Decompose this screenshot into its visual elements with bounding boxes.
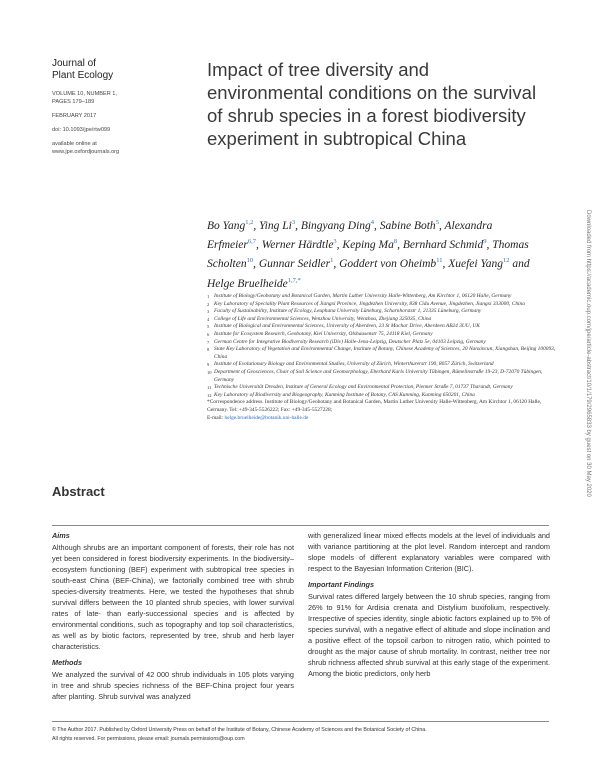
author-name: Bernhard Schmid	[402, 239, 484, 252]
author-affiliation-ref[interactable]: 3	[291, 219, 296, 226]
author-affiliation-ref[interactable]: 11	[436, 257, 443, 265]
affiliation-number: 2	[207, 301, 210, 307]
email-link[interactable]: helge.bruelheide@botanik.uni-halle.de	[224, 414, 309, 421]
author-affiliation-ref[interactable]: 8	[393, 238, 398, 246]
author-entry	[403, 239, 492, 251]
author-separator: ,	[256, 239, 262, 252]
affiliation-number: 12	[207, 392, 212, 398]
author-name: Sabine Both	[379, 219, 436, 232]
author-affiliation-ref[interactable]: 1,7,*	[287, 276, 301, 284]
findings-heading: Important Findings	[308, 580, 375, 589]
author-name: Helge Bruelheide	[207, 277, 288, 290]
affiliation-item	[207, 346, 557, 361]
affiliation-list	[207, 293, 557, 422]
findings-text: Survival rates differed largely between the 10 shrub species, ranging from 26% to 91% for Ardisia crenata and Distylium buxifolium, respectively. Irrespective of species identity, single abiotic factors explained up to 5% of species survival, with a negative effect of altitude and slope inclination and a positive effect of the topsoil carbon to nitrogen ratio, which pointed to drought as the major cause of shrub mortality. In contrast, neither tree nor shrub richness affected shrub survival at this early stage of the experiment. Among the biotic predictors, only herb	[308, 592, 551, 678]
journal-volume: VOLUME 10, NUMBER 1,	[52, 91, 117, 97]
author-name: Gunnar Seidler	[258, 258, 331, 271]
author-affiliation-ref[interactable]: 3	[333, 238, 337, 246]
affiliation-number: 1	[207, 294, 210, 299]
author-entry	[207, 278, 301, 290]
footer-rule	[52, 721, 549, 722]
author-separator: and	[509, 258, 530, 271]
author-entry	[207, 220, 259, 232]
journal-date: FEBRUARY 2017	[52, 113, 97, 119]
copyright-line: © The Author 2017. Published by Oxford University Press on behalf of the Institute of Botany, Chinese Academy of Sciences and the Botanical Society of China.	[52, 727, 427, 733]
email-label: E-mail:	[207, 414, 224, 421]
author-name: Werner Härdtle	[261, 239, 334, 252]
journal-name-line1: Journal of	[52, 58, 96, 69]
author-name: Xuefei Yang	[448, 258, 504, 271]
author-entry	[301, 220, 380, 232]
journal-doi[interactable]: doi: 10.1093/jpe/rtw099	[52, 127, 111, 133]
author-separator: ,	[438, 219, 445, 232]
journal-website[interactable]: www.jpe.oxfordjournals.org	[52, 149, 120, 155]
affiliation-text: Key Laboratory of Biodiversity and Biogeography, Kunming Institute of Botany, CAS Kunming, Kunming 650201, China	[214, 391, 475, 398]
affiliation-item	[207, 293, 557, 301]
abstract-top-rule	[52, 525, 549, 526]
affiliation-number: 4	[207, 316, 210, 322]
author-name: Goddert von Oheimb	[339, 258, 437, 271]
affiliation-text: Institute of Evolutionary Biology and Environmental Studies, University of Zürich, Winterthurerstr 190, 8057 Zürich, Switzerland	[214, 361, 494, 368]
author-separator: ,	[253, 258, 259, 271]
author-entry	[380, 220, 445, 232]
permissions-line: All rights reserved. For permissions, please email: journals.permissions@oup.com	[52, 735, 245, 742]
affiliation-number: 8	[207, 347, 210, 353]
methods-text-continued: with generalized linear mixed effects models at the level of individuals and with variance partitioning at the plot level. Random intercept and random slope models of different explanatory variables were compared with respect to the Bayesian Information Criterion (BIC).	[308, 531, 550, 573]
author-affiliation-ref[interactable]: 12	[503, 257, 510, 265]
author-separator: ,	[397, 239, 403, 252]
copyright-footer	[52, 726, 552, 743]
author-name: Thomas Scholten	[207, 239, 529, 271]
abstract-heading: Abstract	[52, 484, 105, 499]
affiliation-text: Key Laboratory of Speciality Plant Resources of Jiangxi Province, Jingdezhen University, 838 Cidu Avenue, Jingdezhen, Jiangxi 333000, China	[214, 300, 525, 307]
affiliation-item	[207, 331, 557, 339]
author-separator: ,	[486, 239, 493, 252]
affiliation-item	[207, 323, 557, 331]
affiliation-number: 5	[207, 324, 210, 330]
author-name: Bo Yang	[207, 219, 246, 232]
correspondence-address: *Correspondence address. Institute of Biology/Geobotany and Botanical Garden, Martin Luther University Halle-Wittenberg, Am Kirchtor 1, 06120 Halle, Germany. Tel: +49-345-5526222; Fax: +49-345-5527228;	[207, 399, 542, 413]
abstract-right-column	[308, 530, 550, 684]
affiliation-item	[207, 384, 557, 392]
journal-online-label: available online at	[52, 141, 97, 147]
affiliation-number: 7	[207, 339, 210, 345]
email-line	[207, 415, 557, 423]
author-affiliation-ref[interactable]: 5	[435, 219, 439, 226]
author-entry	[259, 258, 339, 270]
author-separator: ,	[374, 219, 380, 232]
journal-pages: PAGES 179–189	[52, 99, 95, 105]
author-name: Alexandra Erfmeier	[207, 219, 493, 252]
affiliation-number: 9	[207, 362, 210, 368]
author-affiliation-ref[interactable]: 10	[246, 257, 254, 265]
author-entry	[262, 239, 343, 251]
author-separator: ,	[336, 239, 343, 252]
affiliation-text: Institute for Ecosystem Research, Geobotany, Kiel University, Olshausenstr 75, 24118 Kiel, Germany	[214, 330, 433, 337]
affiliation-number: 3	[207, 309, 210, 315]
affiliation-item	[207, 369, 557, 384]
affiliation-item	[207, 361, 557, 369]
journal-sidebar	[52, 58, 162, 156]
affiliation-number: 11	[207, 385, 212, 391]
aims-text: Although shrubs are an important component of forests, their role has not yet been considered in forest biodiversity experiments. In the biodiversity–ecosystem functioning (BEF) experiment with subtropical tree species in south-east China (BEF-China), we factorially combined tree with shrub species-diversity treatments. Here, we tested the hypotheses that shrub survival differs between the 10 planted shrub species, with lower survival rates of late- than early-successional species and is affected by environmental conditions, such as topography and top soil characteristics, as well as by biotic factors, represented by tree, shrub and herb layer characteristics.	[52, 543, 294, 651]
affiliation-text: Faculty of Sustainability, Institute of Ecology, Leuphana University Lüneburg, Scharnhorststr 1, 21335 Lüneburg, Germany	[214, 308, 482, 315]
author-entry	[342, 239, 402, 251]
affiliation-text: Institute of Biological and Environmental Sciences, University of Aberdeen, 23 St Machar Drive, Aberdeen AB24 3UU, UK	[214, 323, 480, 330]
affiliation-text: State Key Laboratory of Vegetation and Environmental Change, Institute of Botany, Chinese Academy of Sciences, 20 Nanxincun, Xiangshan, Beijing 100093, China	[214, 346, 556, 360]
author-separator: ,	[442, 258, 449, 271]
author-name: Ying Li	[259, 219, 292, 232]
author-separator: ,	[295, 219, 301, 232]
author-entry	[339, 258, 448, 270]
affiliation-number: 6	[207, 331, 210, 337]
author-affiliation-ref[interactable]: 9	[483, 238, 487, 246]
author-separator: ,	[333, 258, 340, 271]
author-affiliation-ref[interactable]: 4	[370, 219, 375, 226]
affiliation-text: Department of Geosciences, Chair of Soil Science and Geomorphology, Eberhard Karls University Tübingen, Rümelinstraße 19-23, D-72070 Tübingen, Germany	[214, 368, 543, 383]
abstract-left-column	[52, 530, 294, 707]
affiliation-item	[207, 308, 557, 316]
author-affiliation-ref[interactable]: 1	[330, 257, 334, 265]
author-entry	[448, 258, 529, 270]
affiliation-text: Technische Universität Dresden, Institute of General Ecology and Environmental Protection, Pienner Straße 7, 01737 Tharandt, Germany	[214, 384, 513, 391]
author-affiliation-ref[interactable]: 1,2	[245, 219, 254, 226]
affiliation-number: 10	[207, 369, 212, 375]
affiliation-text: Institute of Biology/Geobotany and Botanical Garden, Martin Luther University Halle-Wittenberg, Am Kirchtor 1, 06120 Halle, Germany	[214, 293, 512, 299]
author-list	[207, 215, 547, 292]
author-affiliation-ref[interactable]: 6,7	[247, 238, 257, 246]
affiliation-text: German Centre for Integrative Biodiversity Research (iDiv) Halle-Jena-Leipzig, Deutscher Platz 5e, 04103 Leipzig, Germany	[214, 338, 486, 345]
author-name: Bingyang Ding	[300, 219, 371, 232]
download-watermark: Downloaded from https://academic.oup.com/jpe/article-abstract/10/1/179/2965833 by guest on 30 May 2020	[585, 210, 591, 497]
aims-heading: Aims	[52, 531, 70, 540]
author-name: Keping Ma	[342, 239, 394, 252]
author-entry	[259, 220, 301, 232]
journal-name-line2: Plant Ecology	[52, 70, 114, 81]
author-separator: ,	[253, 219, 260, 232]
methods-heading: Methods	[52, 658, 82, 667]
affiliation-text: College of Life and Environmental Sciences, Wenzhou University, Wenzhou, Zhejiang 325035, China	[214, 315, 432, 322]
article-title: Impact of tree diversity and environmental conditions on the survival of shrub species in a forest biodiversity experiment in subtropical China	[207, 59, 537, 149]
methods-text: We analyzed the survival of 42 000 shrub individuals in 105 plots varying in tree and shrub species richness of the BEF-China project four years after planting. Shrub survival was analyzed	[52, 670, 294, 701]
